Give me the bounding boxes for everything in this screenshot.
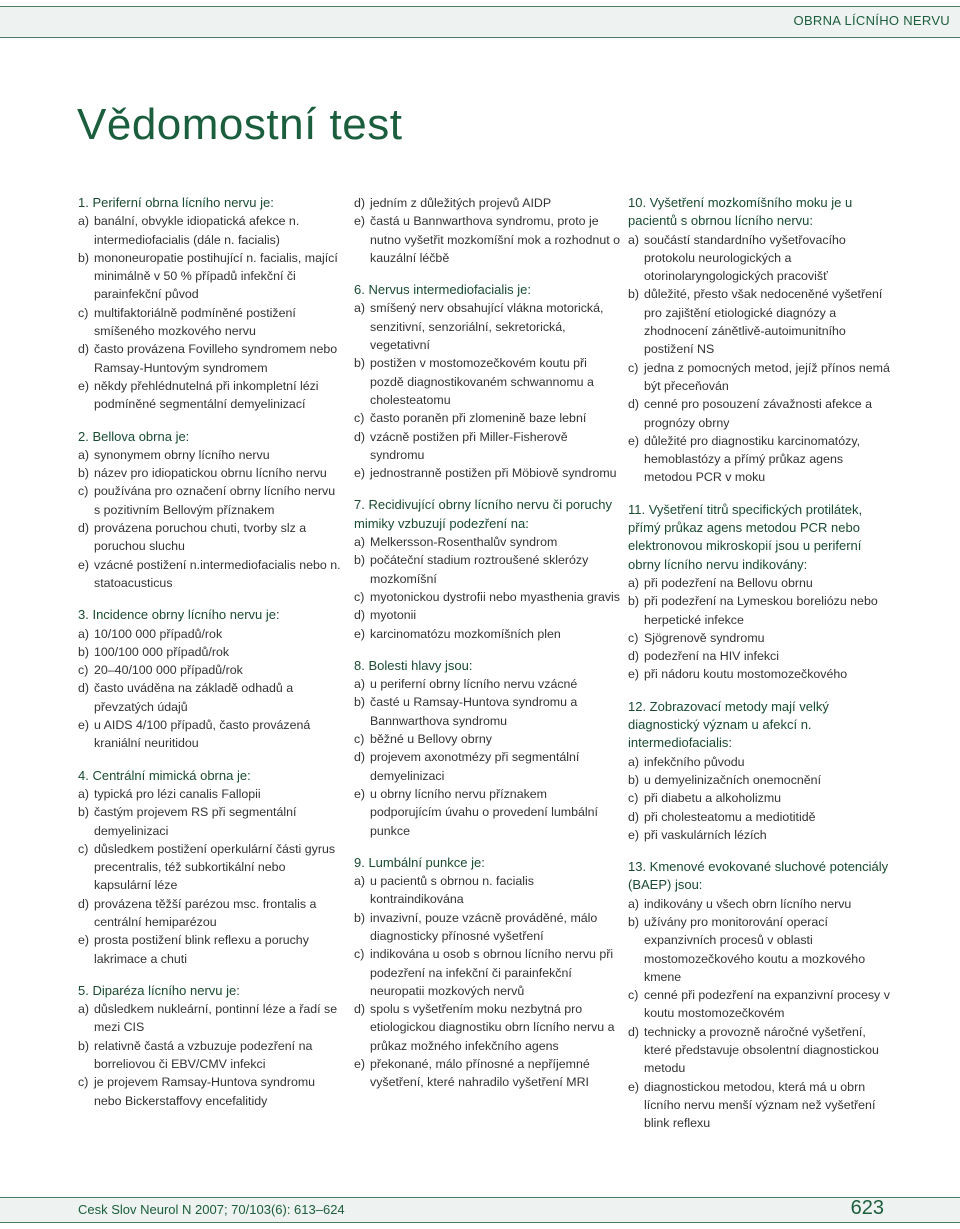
answer-option: [628, 574, 894, 592]
option-text: užívány pro monitorování operací expanzivních procesů v oblasti mostomozečkového koutu a mozkového kmene: [644, 914, 866, 984]
answer-option: [628, 629, 894, 647]
option-text: běžné u Bellovy obrny: [370, 732, 492, 747]
option-text: při podezření na Lymeskou boreliózu nebo herpetické infekce: [644, 594, 878, 627]
answer-option: [78, 377, 344, 414]
option-letter: b): [354, 553, 366, 568]
option-text: mononeuropatie postihující n. facialis, mající minimálně v 50 % případů infekční či parainfekční původ: [94, 250, 338, 302]
question-block: [78, 194, 344, 414]
option-text: důsledkem nukleární, pontinní léze a řadí se mezi CIS: [94, 1002, 338, 1035]
option-letter: e): [78, 718, 90, 733]
answer-option: [354, 212, 620, 267]
option-text: prosta postižení blink reflexu a poruchy lakrimace a chuti: [94, 933, 309, 966]
answer-option: [78, 519, 344, 556]
option-text: při cholesteatomu a mediotitidě: [644, 809, 816, 824]
question-text: 13. Kmenové evokované sluchové potenciály (BAEP) jsou:: [628, 859, 889, 893]
option-letter: d): [628, 1024, 640, 1039]
answer-option: [628, 665, 894, 683]
option-text: často uváděna na základě odhadů a převzatých údajů: [94, 681, 294, 714]
option-text: podezření na HIV infekci: [644, 649, 779, 664]
option-letter: e): [354, 786, 366, 801]
option-letter: b): [78, 644, 90, 659]
question-block: [628, 501, 894, 684]
answer-option: [78, 482, 344, 519]
question-text: 8. Bolesti hlavy jsou:: [354, 657, 473, 673]
option-letter: d): [78, 681, 90, 696]
citation: Cesk Slov Neurol N 2007; 70/103(6): 613–624: [78, 1202, 345, 1217]
option-letter: d): [354, 429, 366, 444]
option-text: technicky a provozně náročné vyšetření, které představuje obsolentní diagnostickou metodu: [644, 1024, 879, 1076]
option-letter: b): [78, 1038, 90, 1053]
column-3: [628, 194, 894, 1147]
answer-option: [354, 909, 620, 946]
option-text: provázena těžší parézou msc. frontalis a centrální hemiparézou: [94, 896, 317, 929]
option-text: u AIDS 4/100 případů, často provázená kraniální neuritidou: [94, 718, 311, 751]
question-block: [628, 698, 894, 844]
option-text: relativně častá a vzbuzuje podezření na borreliovou či EBV/CMV infekci: [94, 1038, 313, 1072]
answer-option: [628, 753, 894, 771]
question-text: 1. Periferní obrna lícního nervu je:: [78, 195, 274, 210]
option-text: jedním z důležitých projevů AIDP: [370, 196, 552, 210]
question-block: [354, 496, 620, 642]
option-text: překonané, málo přínosné a nepříjemné vyšetření, které nahradilo vyšetření MRI: [370, 1057, 590, 1090]
option-letter: a): [78, 214, 90, 229]
option-text: 20–40/100 000 případů/rok: [94, 663, 243, 678]
option-letter: a): [78, 626, 90, 641]
option-text: časté u Ramsay-Huntova syndromu a Bannwarthova syndromu: [370, 695, 578, 728]
answer-option: [78, 446, 344, 464]
answer-option: [78, 895, 344, 932]
answer-option: [354, 354, 620, 409]
option-letter: b): [628, 772, 640, 787]
option-letter: e): [354, 1057, 366, 1072]
answer-option: [628, 986, 894, 1023]
option-letter: d): [78, 342, 90, 357]
question-block: [354, 854, 620, 1092]
question-text: 6. Nervus intermediofacialis je:: [354, 282, 532, 298]
option-letter: d): [628, 809, 640, 824]
option-letter: b): [628, 594, 640, 609]
answer-option: [354, 872, 620, 909]
answer-option: [628, 647, 894, 665]
page-number: 623: [850, 1197, 884, 1219]
option-letter: b): [354, 695, 366, 710]
option-text: jedna z pomocných metod, jejíž přínos nemá být přeceňován: [644, 360, 890, 393]
header-bar: [0, 6, 960, 38]
option-letter: e): [78, 378, 90, 393]
question-block: [78, 982, 344, 1110]
option-letter: c): [78, 305, 89, 320]
answer-option: [78, 1000, 344, 1037]
option-letter: e): [354, 626, 366, 641]
option-letter: c): [354, 732, 365, 747]
page-title: Vědomostní test: [77, 100, 403, 149]
answer-option: [78, 931, 344, 968]
option-text: důležité, přesto však nedoceněné vyšetření pro zajištění etiologické diagnózy a zhodnocení zánětlivě-autoimunitního postižení NS: [644, 287, 883, 357]
option-letter: b): [354, 910, 366, 925]
option-text: u obrny lícního nervu příznakem podporujícím úvahu o provedení lumbální punkce: [370, 786, 598, 838]
option-text: myotonii: [370, 608, 417, 623]
answer-option: [78, 643, 344, 661]
option-text: myotonickou dystrofii nebo myasthenia gravis: [370, 589, 620, 604]
option-letter: c): [78, 841, 89, 856]
option-letter: d): [78, 521, 90, 536]
option-letter: e): [354, 214, 366, 229]
answer-option: [78, 803, 344, 840]
option-text: cenné při podezření na expanzivní procesy v koutu mostomozečkovém: [644, 988, 890, 1021]
answer-option: [354, 606, 620, 624]
option-text: spolu s vyšetřením moku nezbytná pro etiologickou diagnostiku obrn lícního nervu a průkaz možného infekčního agens: [370, 1002, 615, 1053]
option-letter: a): [628, 575, 640, 590]
option-letter: b): [78, 466, 90, 481]
answer-option: [354, 748, 620, 785]
option-text: provázena poruchou chuti, tvorby slz a poruchou sluchu: [94, 521, 307, 554]
answer-option: [78, 840, 344, 895]
option-text: jednostranně postižen při Möbiově syndromu: [370, 466, 617, 481]
answer-option: [78, 304, 344, 341]
option-letter: c): [354, 589, 365, 604]
option-text: součástí standardního vyšetřovacího protokolu neurologických a otorinolaryngologických pracovišť: [644, 232, 846, 284]
option-text: diagnostickou metodou, která má u obrn lícního nervu menší význam než vyšetření blink reflexu: [644, 1079, 876, 1131]
option-text: častá u Bannwarthova syndromu, proto je nutno vyšetřit mozkomíšní mok a rozhodnut o kauzální léčbě: [370, 214, 620, 265]
question-block: [78, 606, 344, 752]
question-block: [78, 428, 344, 593]
answer-option: [354, 464, 620, 482]
option-letter: c): [628, 360, 639, 375]
option-letter: e): [78, 557, 90, 572]
option-letter: a): [78, 786, 90, 801]
option-text: název pro idiopatickou obrnu lícního nervu: [94, 466, 327, 481]
option-text: při vaskulárních lézích: [644, 827, 767, 842]
answer-option: [628, 913, 894, 986]
answer-option: [78, 679, 344, 716]
option-text: někdy přehlédnutelná při inkompletní lézi podmíněné segmentální demyelinizací: [94, 378, 319, 412]
column-2: [354, 194, 620, 1106]
option-letter: a): [628, 754, 640, 769]
option-text: karcinomatózu mozkomíšních plen: [370, 626, 561, 641]
answer-option: [354, 1000, 620, 1055]
answer-option: [628, 826, 894, 844]
option-letter: a): [628, 896, 640, 911]
answer-option: [628, 395, 894, 432]
answer-option: [628, 592, 894, 629]
answer-option: [78, 625, 344, 643]
option-text: vzácně postižen při Miller-Fisherově syndromu: [370, 429, 568, 462]
option-text: je projevem Ramsay-Huntova syndromu nebo Bickerstaffovy encefalitidy: [94, 1075, 316, 1108]
answer-option: [354, 428, 620, 465]
question-text: 12. Zobrazovací metody mají velký diagnostický význam u afekcí n. intermediofacialis:: [628, 698, 829, 751]
option-letter: c): [628, 630, 639, 645]
option-letter: d): [628, 649, 640, 664]
option-letter: c): [628, 791, 639, 806]
option-text: u pacientů s obrnou n. facialis kontraindikována: [370, 874, 534, 907]
answer-option: [628, 895, 894, 913]
question-block: [78, 767, 344, 968]
option-text: počáteční stadium roztroušené sklerózy mozkomíšní: [370, 553, 589, 586]
option-text: u demyelinizačních onemocnění: [644, 772, 822, 787]
option-letter: c): [354, 947, 365, 962]
option-text: často provázena Fovilleho syndromem nebo Ramsay-Huntovým syndromem: [94, 342, 338, 375]
answer-option: [628, 432, 894, 487]
option-text: častým projevem RS při segmentální demyelinizaci: [94, 805, 297, 838]
answer-option: [354, 409, 620, 427]
option-letter: c): [78, 663, 89, 678]
option-text: u periferní obrny lícního nervu vzácné: [370, 677, 578, 692]
answer-option: [354, 299, 620, 354]
option-text: multifaktoriálně podmíněné postižení smíšeného mozkového nervu: [94, 305, 296, 339]
option-letter: a): [628, 232, 640, 247]
answer-option: [78, 661, 344, 679]
answer-option: [78, 249, 344, 304]
answer-option: [78, 212, 344, 249]
question-text: 9. Lumbální punkce je:: [354, 854, 485, 870]
footer-bar: [0, 1197, 960, 1223]
option-letter: a): [354, 874, 366, 889]
option-letter: b): [78, 805, 90, 820]
question-text: 10. Vyšetření mozkomíšního moku je u pacientů s obrnou lícního nervu:: [628, 195, 853, 229]
option-text: Sjögrenově syndromu: [644, 630, 765, 645]
question-block: [354, 194, 620, 267]
answer-option: [78, 464, 344, 482]
option-text: při diabetu a alkoholizmu: [644, 791, 782, 806]
option-letter: c): [78, 1075, 89, 1090]
option-letter: c): [628, 988, 639, 1003]
option-text: při podezření na Bellovu obrnu: [644, 575, 813, 590]
question-text: 5. Diparéza lícního nervu je:: [78, 982, 240, 998]
option-letter: d): [78, 896, 90, 911]
answer-option: [78, 1037, 344, 1074]
option-text: indikována u osob s obrnou lícního nervu při podezření na infekční či parainfekční neuropatii mozkových nervů: [370, 947, 614, 998]
option-text: infekčního původu: [644, 754, 745, 769]
option-letter: a): [354, 535, 366, 550]
option-letter: e): [628, 667, 640, 682]
answer-option: [78, 716, 344, 753]
question-text: 11. Vyšetření titrů specifických protilátek, přímý průkaz agens metodou PCR nebo elektronovou mikroskopií jsou u periferní obrny lícního nervu indikovány:: [628, 501, 863, 572]
question-block: [354, 281, 620, 482]
option-letter: e): [628, 827, 640, 842]
answer-option: [354, 551, 620, 588]
option-letter: d): [628, 397, 640, 412]
question-text: 3. Incidence obrny lícního nervu je:: [78, 607, 280, 623]
answer-option: [78, 556, 344, 593]
option-letter: a): [354, 301, 366, 316]
option-text: postižen v mostomozečkovém koutu při pozdě diagnostikovaném schwannomu a cholesteatomu: [370, 356, 594, 407]
answer-option: [354, 1055, 620, 1092]
question-block: [628, 858, 894, 1132]
answer-option: [354, 730, 620, 748]
answer-option: [628, 1023, 894, 1078]
question-text: 7. Recidivující obrny lícního nervu či poruchy mimiky vzbuzují podezření na:: [354, 497, 612, 531]
answer-option: [354, 625, 620, 643]
option-text: důsledkem postižení operkulární části gyrus precentralis, též subkortikální nebo kapsulární léze: [94, 841, 336, 893]
option-letter: e): [354, 466, 366, 481]
option-text: často poraněn při zlomenině baze lební: [370, 411, 587, 426]
answer-option: [78, 785, 344, 803]
option-letter: e): [78, 933, 90, 948]
answer-option: [628, 359, 894, 396]
option-letter: c): [78, 484, 89, 499]
option-letter: b): [628, 287, 640, 302]
option-text: invazivní, pouze vzácně prováděné, málo diagnosticky přínosné vyšetření: [370, 910, 598, 943]
answer-option: [628, 771, 894, 789]
option-text: vzácné postižení n.intermediofacialis nebo n. statoacusticus: [94, 557, 341, 590]
option-text: při nádoru koutu mostomozečkového: [644, 667, 848, 682]
option-text: 10/100 000 případů/rok: [94, 626, 223, 641]
answer-option: [354, 675, 620, 693]
option-letter: b): [354, 356, 366, 371]
option-letter: d): [354, 750, 366, 765]
option-text: banální, obvykle idiopatická afekce n. intermediofacialis (dále n. facialis): [94, 214, 300, 247]
option-letter: d): [354, 1002, 366, 1017]
option-letter: c): [354, 411, 365, 426]
option-text: synonymem obrny lícního nervu: [94, 447, 270, 462]
option-text: 100/100 000 případů/rok: [94, 644, 230, 659]
option-letter: e): [628, 433, 640, 448]
answer-option: [354, 194, 620, 212]
answer-option: [78, 340, 344, 377]
answer-option: [628, 789, 894, 807]
answer-option: [354, 945, 620, 1000]
question-text: 4. Centrální mimická obrna je:: [78, 767, 251, 783]
answer-option: [78, 1073, 344, 1110]
section-label: OBRNA LÍCNÍHO NERVU: [793, 13, 950, 28]
option-text: indikovány u všech obrn lícního nervu: [644, 896, 852, 911]
option-text: projevem axonotmézy při segmentální demyelinizaci: [370, 750, 580, 783]
answer-option: [354, 785, 620, 840]
answer-option: [354, 693, 620, 730]
option-text: smíšený nerv obsahující vlákna motorická, senzitivní, senzoriální, sekretorická, vegetativní: [370, 301, 604, 353]
option-letter: b): [628, 914, 640, 929]
option-letter: d): [354, 196, 366, 210]
option-text: Melkersson-Rosenthalův syndrom: [370, 535, 558, 550]
option-text: cenné pro posouzení závažnosti afekce a prognózy obrny: [644, 397, 872, 430]
option-letter: b): [78, 250, 90, 265]
question-block: [628, 194, 894, 487]
option-text: používána pro označení obrny lícního nervu s pozitivním Bellovým příznakem: [94, 484, 336, 517]
option-text: důležité pro diagnostiku karcinomatózy, hemoblastózy a přímý průkaz agens metodou PCR v moku: [644, 433, 861, 485]
answer-option: [628, 231, 894, 286]
answer-option: [628, 285, 894, 358]
option-letter: a): [78, 1002, 90, 1017]
question-block: [354, 657, 620, 840]
option-letter: a): [354, 677, 366, 692]
answer-option: [354, 588, 620, 606]
answer-option: [354, 533, 620, 551]
option-letter: a): [78, 447, 90, 462]
option-text: typická pro lézi canalis Fallopii: [94, 786, 261, 801]
column-1: [78, 194, 344, 1124]
answer-option: [628, 1078, 894, 1133]
option-letter: e): [628, 1079, 640, 1094]
question-text: 2. Bellova obrna je:: [78, 428, 190, 444]
option-letter: d): [354, 608, 366, 623]
answer-option: [628, 808, 894, 826]
